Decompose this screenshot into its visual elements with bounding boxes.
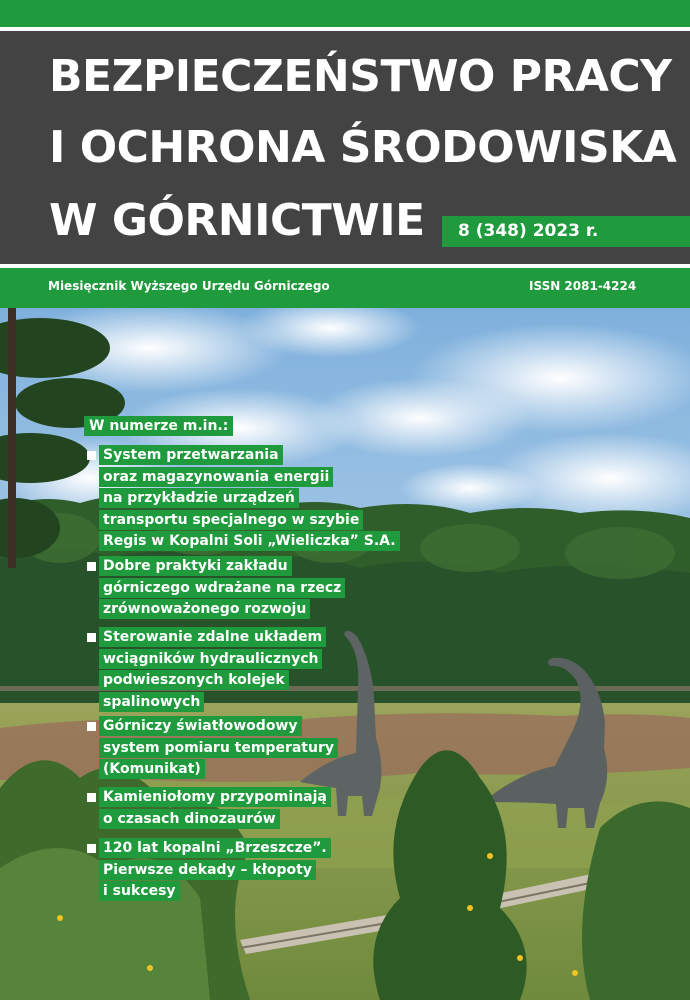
- contents-item-line: oraz magazynowania energii: [99, 467, 333, 487]
- contents-item-line: górniczego wdrażane na rzecz: [99, 578, 345, 598]
- contents-item-line: (Komunikat): [99, 759, 205, 779]
- contents-item-line: transportu specjalnego w szybie: [99, 510, 363, 530]
- contents-item-line: Regis w Kopalni Soli „Wieliczka” S.A.: [99, 531, 400, 551]
- square-bullet-icon: [87, 793, 96, 802]
- contents-item-line: o czasach dinozaurów: [99, 809, 280, 829]
- contents-item-line: Sterowanie zdalne układem: [99, 627, 326, 647]
- square-bullet-icon: [87, 451, 96, 460]
- contents-item-line: Pierwsze dekady – kłopoty: [99, 860, 316, 880]
- contents-item-line: podwieszonych kolejek: [99, 670, 289, 690]
- contents-item-line: na przykładzie urządzeń: [99, 488, 299, 508]
- contents-item-line: zrównoważonego rozwoju: [99, 599, 310, 619]
- contents-item-line: System przetwarzania: [99, 445, 283, 465]
- magazine-title-line-3: W GÓRNICTWIE: [49, 195, 425, 246]
- publisher-name: Miesięcznik Wyższego Urzędu Górniczego: [48, 279, 330, 293]
- magazine-title-line-1: BEZPIECZEŃSTWO PRACY: [49, 51, 672, 102]
- magazine-title-line-2: I OCHRONA ŚRODOWISKA: [49, 122, 677, 173]
- contents-item-line: system pomiaru temperatury: [99, 738, 338, 758]
- square-bullet-icon: [87, 633, 96, 642]
- square-bullet-icon: [87, 844, 96, 853]
- issn-number: ISSN 2081-4224: [529, 279, 637, 293]
- contents-item-line: spalinowych: [99, 692, 204, 712]
- contents-item-line: 120 lat kopalni „Brzeszcze”.: [99, 838, 331, 858]
- contents-item-line: wciągników hydraulicznych: [99, 649, 322, 669]
- issue-number: 8 (348) 2023 r.: [458, 221, 599, 241]
- contents-item-line: i sukcesy: [99, 881, 180, 901]
- contents-item-line: Kamieniołomy przypominają: [99, 787, 331, 807]
- contents-item-line: Górniczy światłowodowy: [99, 716, 302, 736]
- contents-heading: W numerze m.in.:: [84, 416, 233, 436]
- contents-item-line: Dobre praktyki zakładu: [99, 556, 292, 576]
- square-bullet-icon: [87, 722, 96, 731]
- square-bullet-icon: [87, 562, 96, 571]
